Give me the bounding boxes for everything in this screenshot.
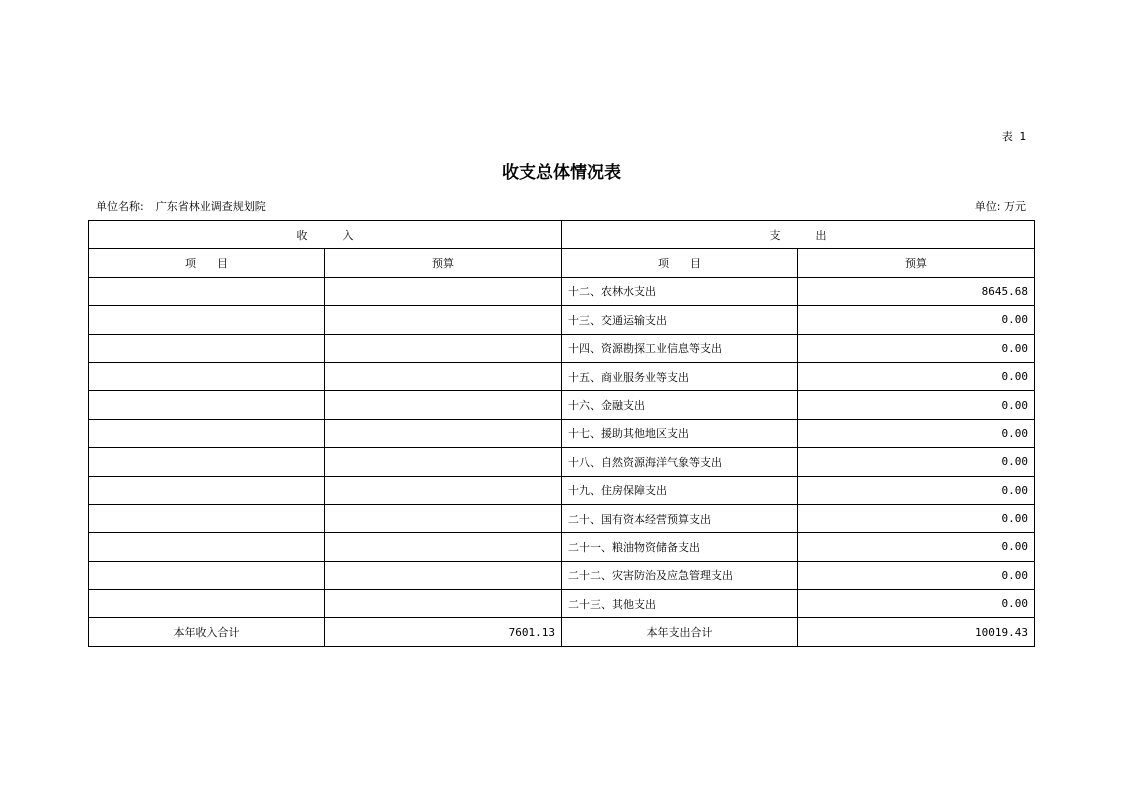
table-row: [89, 419, 1035, 447]
expense-budget-cell: 0.00: [798, 476, 1035, 504]
expense-budget-cell: 0.00: [798, 448, 1035, 476]
expense-budget-cell: 0.00: [798, 561, 1035, 589]
expense-item-cell: 十四、资源勘探工业信息等支出: [562, 334, 798, 362]
expense-item-cell: 二十三、其他支出: [562, 590, 798, 618]
expense-budget-cell: 0.00: [798, 306, 1035, 334]
income-item-header: 项 目: [89, 249, 325, 277]
table-row: [89, 561, 1035, 589]
currency-unit: 单位: 万元: [974, 200, 1026, 213]
income-item-cell: [89, 590, 325, 618]
table-row: [89, 277, 1035, 305]
budget-table: [88, 220, 1035, 647]
income-item-cell: [89, 504, 325, 532]
expense-budget-cell: 0.00: [798, 334, 1035, 362]
page-title: 收支总体情况表: [502, 163, 621, 183]
income-budget-header: 预算: [325, 249, 562, 277]
expense-budget-cell: 0.00: [798, 504, 1035, 532]
totals-row: [89, 618, 1035, 646]
expense-item-header: 项 目: [562, 249, 798, 277]
expense-item-cell: 十三、交通运输支出: [562, 306, 798, 334]
expense-total-value: 10019.43: [798, 618, 1035, 646]
expense-item-cell: 十八、自然资源海洋气象等支出: [562, 448, 798, 476]
expense-header: 支 出: [562, 221, 1035, 249]
expense-item-cell: 十五、商业服务业等支出: [562, 362, 798, 390]
income-item-cell: [89, 561, 325, 589]
income-total-label: 本年收入合计: [89, 618, 325, 646]
table-number: 表 1: [1001, 130, 1026, 143]
income-budget-cell: [325, 277, 562, 305]
expense-budget-cell: 0.00: [798, 590, 1035, 618]
expense-budget-cell: 0.00: [798, 419, 1035, 447]
expense-budget-cell: 0.00: [798, 362, 1035, 390]
income-item-cell: [89, 448, 325, 476]
income-budget-cell: [325, 476, 562, 504]
income-item-cell: [89, 277, 325, 305]
expense-budget-cell: 0.00: [798, 391, 1035, 419]
unit-name: 广东省林业调查规划院: [155, 200, 266, 213]
expense-item-cell: 十六、金融支出: [562, 391, 798, 419]
expense-budget-cell: 0.00: [798, 533, 1035, 561]
income-budget-cell: [325, 391, 562, 419]
table-row: [89, 533, 1035, 561]
income-budget-cell: [325, 590, 562, 618]
income-budget-cell: [325, 561, 562, 589]
unit-name-label: 单位名称:: [96, 200, 144, 213]
table-row: [89, 448, 1035, 476]
income-budget-cell: [325, 419, 562, 447]
expense-item-cell: 二十、国有资本经营预算支出: [562, 504, 798, 532]
income-item-cell: [89, 476, 325, 504]
income-budget-cell: [325, 362, 562, 390]
income-budget-cell: [325, 504, 562, 532]
income-item-cell: [89, 533, 325, 561]
expense-item-cell: 十九、住房保障支出: [562, 476, 798, 504]
income-header: 收 入: [89, 221, 562, 249]
table-row: [89, 504, 1035, 532]
income-budget-cell: [325, 334, 562, 362]
expense-budget-header: 预算: [798, 249, 1035, 277]
expense-item-cell: 十二、农林水支出: [562, 277, 798, 305]
income-budget-cell: [325, 448, 562, 476]
expense-budget-cell: 8645.68: [798, 277, 1035, 305]
income-total-value: 7601.13: [325, 618, 562, 646]
table-row: [89, 362, 1035, 390]
expense-total-label: 本年支出合计: [562, 618, 798, 646]
expense-item-cell: 二十二、灾害防治及应急管理支出: [562, 561, 798, 589]
income-item-cell: [89, 334, 325, 362]
unit-name-row: [96, 198, 266, 214]
income-budget-cell: [325, 533, 562, 561]
table-row: [89, 476, 1035, 504]
expense-item-cell: 二十一、粮油物资储备支出: [562, 533, 798, 561]
column-header-row: [89, 249, 1035, 277]
income-item-cell: [89, 362, 325, 390]
table-row: [89, 391, 1035, 419]
income-item-cell: [89, 419, 325, 447]
income-item-cell: [89, 391, 325, 419]
table-row: [89, 334, 1035, 362]
income-item-cell: [89, 306, 325, 334]
section-header-row: [89, 221, 1035, 249]
income-budget-cell: [325, 306, 562, 334]
expense-item-cell: 十七、援助其他地区支出: [562, 419, 798, 447]
table-row: [89, 306, 1035, 334]
table-row: [89, 590, 1035, 618]
